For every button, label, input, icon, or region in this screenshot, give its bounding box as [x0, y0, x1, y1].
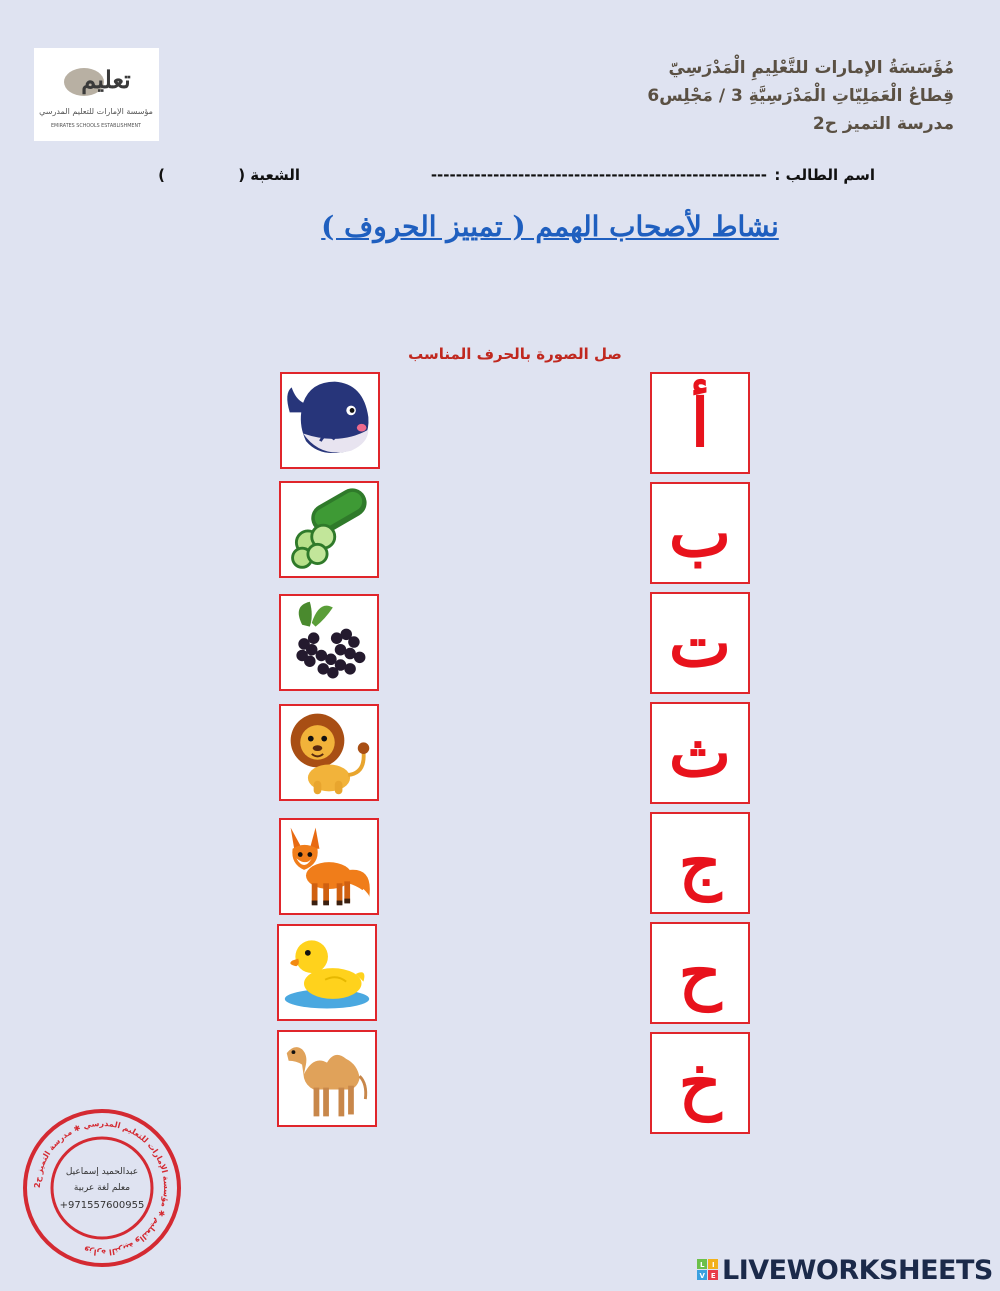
letter-card-jeem[interactable]: ج — [650, 812, 750, 914]
stamp-name: عبدالحميد إسماعيل — [65, 1167, 139, 1177]
liveworksheets-logo-icon — [697, 1259, 719, 1281]
letter-card-tha[interactable]: ث — [650, 702, 750, 804]
logo-sub-en: EMIRATES SCHOOLS ESTABLISHMENT — [51, 123, 142, 129]
page-title: نشاط لأصحاب الهمم ( تمييز الحروف ) — [321, 210, 779, 243]
picture-card-fox[interactable] — [279, 818, 379, 915]
letter-card-ha[interactable]: ح — [650, 922, 750, 1024]
picture-card-blackberry[interactable] — [279, 594, 379, 691]
section-label: الشعبة ( — [238, 166, 300, 184]
picture-card-duck[interactable] — [277, 924, 377, 1021]
lion-icon — [281, 706, 377, 799]
picture-card-whale[interactable] — [280, 372, 380, 469]
header-line-2: قِطاعُ الْعَمَلِيّاتِ الْمَدْرَسِيَّةِ 3 / مَجْلِس6 — [647, 86, 954, 106]
letter-card-ba[interactable]: ب — [650, 482, 750, 584]
student-info-row — [150, 166, 875, 192]
student-name-field[interactable]: ------------------------------------------------------ — [430, 166, 767, 184]
teacher-stamp — [22, 1108, 182, 1268]
picture-card-cucumber[interactable] — [279, 481, 379, 578]
svg-text:L: L — [700, 1261, 704, 1269]
stamp-phone: +971557600955 — [59, 1200, 145, 1211]
svg-text:V: V — [699, 1272, 705, 1280]
instruction-text: صل الصورة بالحرف المناسب — [408, 345, 622, 363]
blackberry-icon — [281, 596, 377, 689]
logo-sub-ar: مؤسسة الإمارات للتعليم المدرسي — [39, 107, 153, 116]
liveworksheets-brand — [697, 1255, 993, 1285]
svg-text:I: I — [711, 1261, 715, 1269]
letter-card-kha[interactable]: خ — [650, 1032, 750, 1134]
header-line-1: مُؤَسَسَةُ الإمارات للتَّعْلِيمِ الْمَدْرَسِيّ — [668, 58, 954, 78]
header-line-3: مدرسة التميز ح2 — [812, 114, 954, 134]
duck-icon — [279, 926, 375, 1019]
stamp-role: معلم لغة عربية — [73, 1183, 131, 1193]
letter-card-alef[interactable]: أ — [650, 372, 750, 474]
logo-text: تعليم — [81, 65, 131, 94]
picture-card-lion[interactable] — [279, 704, 379, 801]
school-logo — [34, 48, 159, 141]
section-close: ) — [158, 166, 165, 184]
student-name-label: اسم الطالب : — [774, 166, 875, 184]
fox-icon — [281, 820, 377, 913]
whale-icon — [282, 374, 378, 467]
cucumber-icon — [281, 483, 377, 576]
stamp-ring-text: وزارة التربية والتعليم ✱ مؤسسة الإمارات للتعليم المدرسي ✱ مدرسة التميز ح2 — [32, 1118, 172, 1258]
svg-text:E: E — [710, 1272, 716, 1280]
brand-name: LIVEWORKSHEETS — [722, 1255, 993, 1286]
picture-card-camel[interactable] — [277, 1030, 377, 1127]
camel-icon — [279, 1032, 375, 1125]
letter-card-ta[interactable]: ت — [650, 592, 750, 694]
